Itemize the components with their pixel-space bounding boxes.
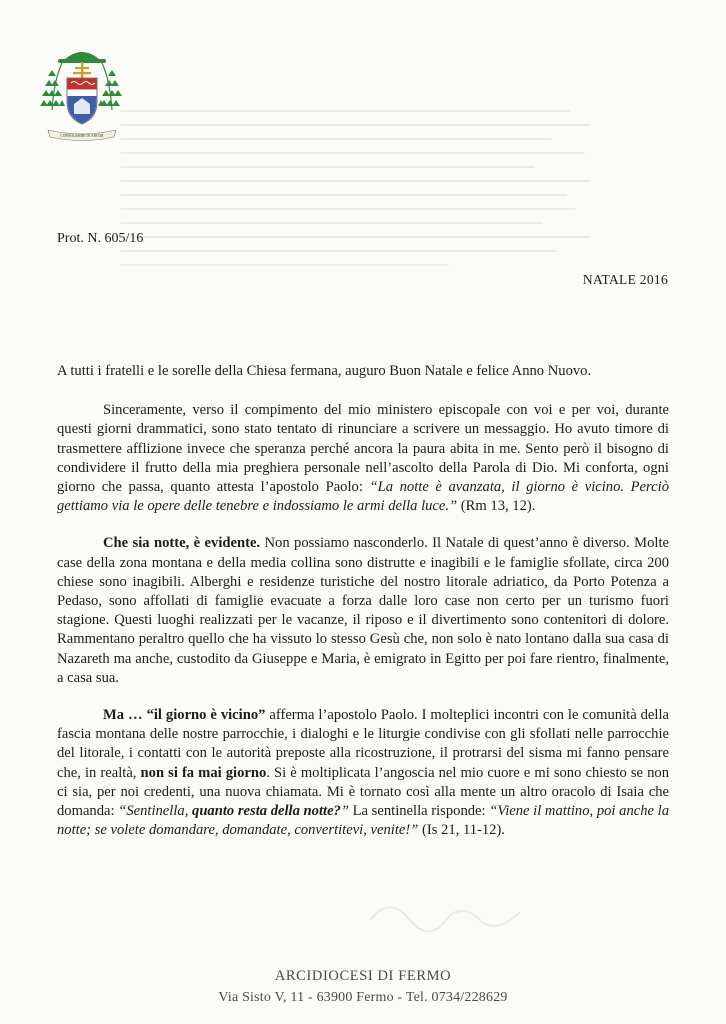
greeting: A tutti i fratelli e le sorelle della Chiesa fermana, auguro Buon Natale e felice Anno Nuovo. — [57, 363, 592, 379]
protocol-number: Prot. N. 605/16 — [57, 231, 144, 246]
paper-show-through — [120, 110, 590, 330]
paragraph-3-quote-1c: ” — [340, 803, 349, 820]
paragraph-3 — [57, 706, 669, 840]
paragraph-3-quote-2: “Viene il mattino, poi anche la notte; se volete domandare, domandate, convertitevi, venite!” — [57, 803, 669, 839]
signature-show-through — [360, 890, 560, 940]
paragraph-3-text-2: . Si è moltiplicata l’angoscia nel mio cuore e mi sono chiesto se non ci sia, per noi credenti, una nuova chiamata. Mi è tornato così alla mente un altro oracolo di Isaia che domanda: — [57, 764, 670, 820]
paragraph-2-text: Non possiamo nasconderlo. Il Natale di quest’anno è diverso. Molte case della zona montana e della media collina sono distrutte e inagibili e le famiglie sfollate, circa 200 chiese sono inagibili. Alberghi e residenze turistiche del nostro litorale adriatico, da Porto Potenza a Pedaso, sono affollati di famiglie evacuate a forza dalle loro case non certo per un turismo fuori stagione. Questi luoghi realizzati per le vacanze, il riposo e il divertimento sono contenitori di dolore. Rammentano peraltro quello che ha vissuto lo stesso Gesù che, non solo è nato lontano dalla sua casa di Nazareth ma anche, custodito da Giuseppe e Maria, è emigrato in Egitto per poi fare rientro, finalmente, a casa sua. — [57, 535, 669, 686]
crest-motto: CONSOLAMINI IN ANCOR — [60, 134, 104, 138]
paragraph-3-reference: (Is 21, 11-12). — [418, 822, 505, 839]
paragraph-3-quote-1a: “Sentinella, — [118, 803, 193, 820]
paragraph-1-text: Sinceramente, verso il compimento del mio ministero episcopale con voi e per voi, durante questi giorni drammatici, sono stato tentato di rinunciare a scrivere un messaggio. Ho avuto timore di trasmettere afflizione invece che speranza perché ancora la paura abita in me. Sento però il bisogno di condividere il frutto della mia preghiera personale nell’ascolto della Parola di Dio. Mi conforta, ogni giorno che passa, quanto attesta l’apostolo Paolo: — [57, 402, 669, 496]
paragraph-2-lead: Che sia notte, è evidente. — [103, 535, 261, 552]
paragraph-3-quote-1b: quanto resta della notte? — [192, 803, 341, 820]
paragraph-3-emphasis: non si fa mai giorno — [140, 764, 267, 781]
paragraph-3-text-1: afferma l’apostolo Paolo. I molteplici incontri con le comunità della fascia montana delle nostre parrocchie, i dialoghi e le liturgie condivise con gli sfollati nelle parrocchie del litorale, i contatti con le autorità preposte alla ricostruzione, il protrarsi del sisma mi fanno pensare che, in realtà, — [57, 707, 669, 781]
paragraph-1-reference: (Rm 13, 12). — [457, 498, 536, 515]
paragraph-1-quote: “La notte è avanzata, il giorno è vicino. Perciò gettiamo via le opere delle tenebre e indossiamo le armi della luce.” — [57, 479, 669, 515]
footer-organization: ARCIDIOCESI DI FERMO — [274, 968, 452, 984]
paragraph-1 — [57, 401, 669, 516]
paragraph-3-text-3: La sentinella risponde: — [348, 803, 490, 820]
paragraph-2 — [57, 534, 669, 688]
paragraph-3-lead: Ma … “il giorno è vicino” — [103, 707, 266, 724]
footer-address: Via Sisto V, 11 - 63900 Fermo - Tel. 0734/228629 — [218, 990, 508, 1005]
letter-date: NATALE 2016 — [582, 272, 668, 287]
coat-of-arms-logo — [40, 40, 124, 144]
letter-body — [57, 362, 669, 858]
